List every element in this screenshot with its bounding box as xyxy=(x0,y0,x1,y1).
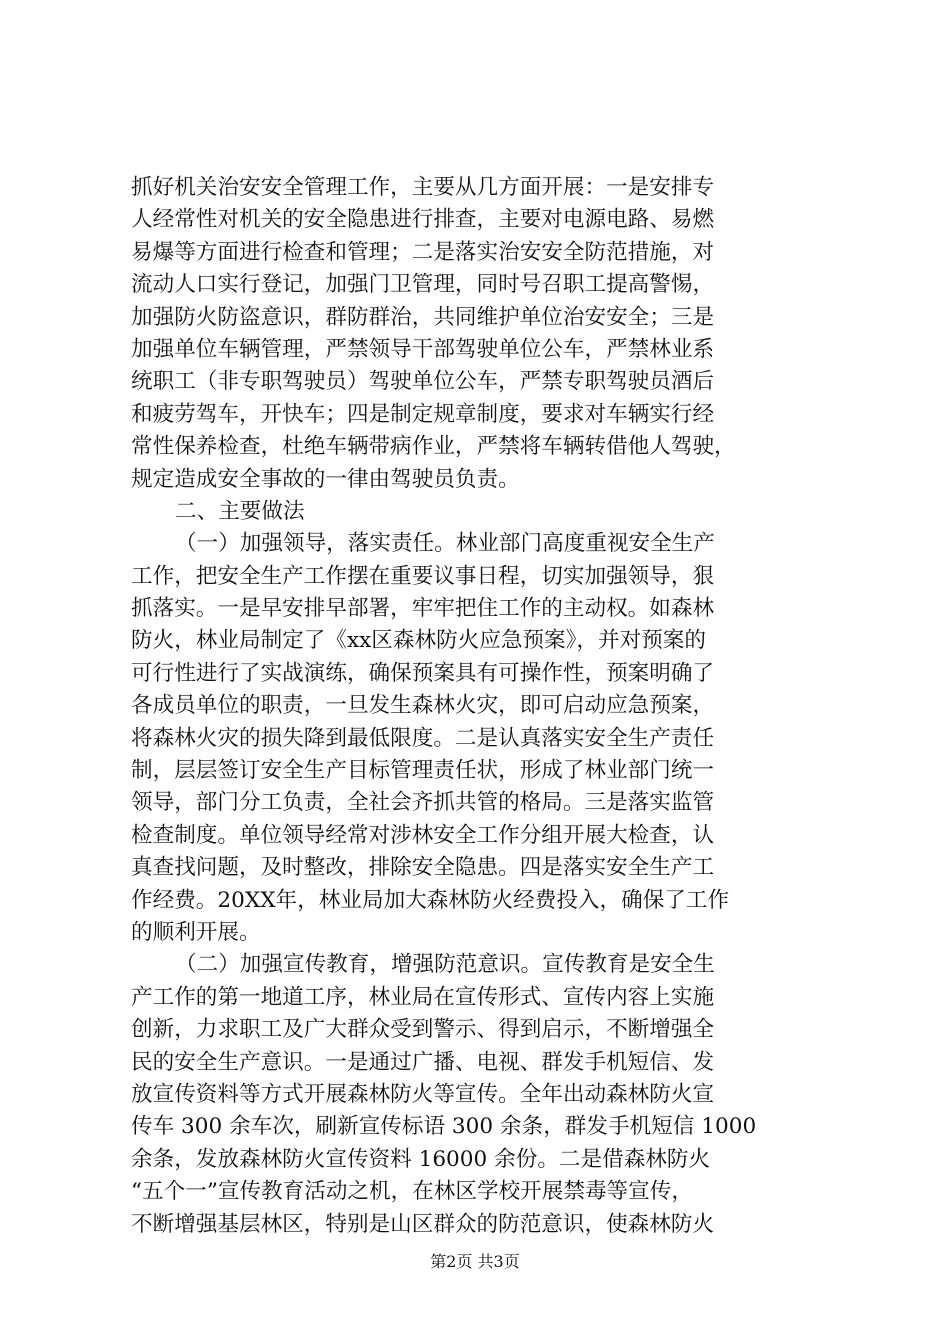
text-line: （二）加强宣传教育，增强防范意识。宣传教育是安全生 xyxy=(175,952,715,978)
text-line: 真查找问题，及时整改，排除安全隐患。四是落实安全生产工 xyxy=(131,855,715,881)
text-line: 制，层层签订安全生产目标管理责任状，形成了林业部门统一 xyxy=(131,758,715,784)
text-line: 抓落实。一是早安排早部署，牢牢把住工作的主动权。如森林 xyxy=(131,596,715,622)
text-line: 产工作的第一地道工序，林业局在宣传形式、宣传内容上实施 xyxy=(131,984,715,1010)
text-line: 将森林火灾的损失降到最低限度。二是认真落实安全生产责任 xyxy=(131,725,715,751)
text-line: 领导，部门分工负责，全社会齐抓共管的格局。三是落实监管 xyxy=(131,790,715,816)
text-line: 抓好机关治安安全管理工作，主要从几方面开展：一是安排专 xyxy=(131,175,715,200)
text-line: 民的安全生产意识。一是通过广播、电视、群发手机短信、发 xyxy=(131,1049,715,1075)
text-line: 流动人口实行登记，加强门卫管理，同时号召职工提高警惕， xyxy=(131,272,715,298)
text-line: 创新，力求职工及广大群众受到警示、得到启示，不断增强全 xyxy=(131,1017,715,1043)
paragraph-security-management xyxy=(131,172,831,496)
text-line: 检查制度。单位领导经常对涉林安全工作分组开展大检查，认 xyxy=(131,822,715,848)
page-number-footer: 第2页 共3页 xyxy=(430,1252,520,1271)
text-line: 规定造成安全事故的一律由驾驶员负责。 xyxy=(131,466,520,492)
section-heading xyxy=(131,496,831,528)
paragraph-leadership xyxy=(131,528,831,949)
text-line: 和疲劳驾车，开快车；四是制定规章制度，要求对车辆实行经 xyxy=(131,401,715,427)
text-line: 统职工（非专职驾驶员）驾驶单位公车，严禁专职驾驶员酒后 xyxy=(131,369,715,395)
document-body xyxy=(131,172,831,1241)
text-line: “五个一”宣传教育活动之机，在林区学校开展禁毒等宣传， xyxy=(131,1179,693,1205)
text-line: 工作，把安全生产工作摆在重要议事日程，切实加强领导，狠 xyxy=(131,563,715,589)
text-line: 加强防火防盗意识，群防群治，共同维护单位治安安全；三是 xyxy=(131,304,715,330)
text-line: 加强单位车辆管理，严禁领导干部驾驶单位公车，严禁林业系 xyxy=(131,336,715,362)
paragraph-publicity xyxy=(131,949,831,1241)
text-line: 不断增强基层林区，特别是山区群众的防范意识，使森林防火 xyxy=(131,1211,715,1237)
text-line: 各成员单位的职责，一旦发生森林火灾，即可启动应急预案， xyxy=(131,693,715,719)
text-line: 防火，林业局制定了《xx区森林防火应急预案》，并对预案的 xyxy=(131,628,706,654)
text-line: 可行性进行了实战演练，确保预案具有可操作性，预案明确了 xyxy=(131,660,715,686)
text-line: （一）加强领导，落实责任。林业部门高度重视安全生产 xyxy=(175,531,715,557)
text-line: 作经费。20XX年，林业局加大森林防火经费投入，确保了工作 xyxy=(131,887,730,913)
text-line: 易爆等方面进行检查和管理；二是落实治安安全防范措施，对 xyxy=(131,239,715,265)
text-line: 的顺利开展。 xyxy=(131,919,261,945)
text-line: 常性保养检查，杜绝车辆带病作业，严禁将车辆转借他人驾驶， xyxy=(131,434,736,460)
text-line: 放宣传资料等方式开展森林防火等宣传。全年出动森林防火宣 xyxy=(131,1081,715,1107)
text-line: 传车 300 余车次，刷新宣传标语 300 余条，群发手机短信 1000 xyxy=(131,1114,757,1140)
text-line: 余条，发放森林防火宣传资料 16000 余份。二是借森林防火 xyxy=(131,1146,711,1172)
heading-main-practices: 二、主要做法 xyxy=(175,498,305,524)
text-line: 人经常性对机关的安全隐患进行排查，主要对电源电路、易燃 xyxy=(131,207,715,233)
